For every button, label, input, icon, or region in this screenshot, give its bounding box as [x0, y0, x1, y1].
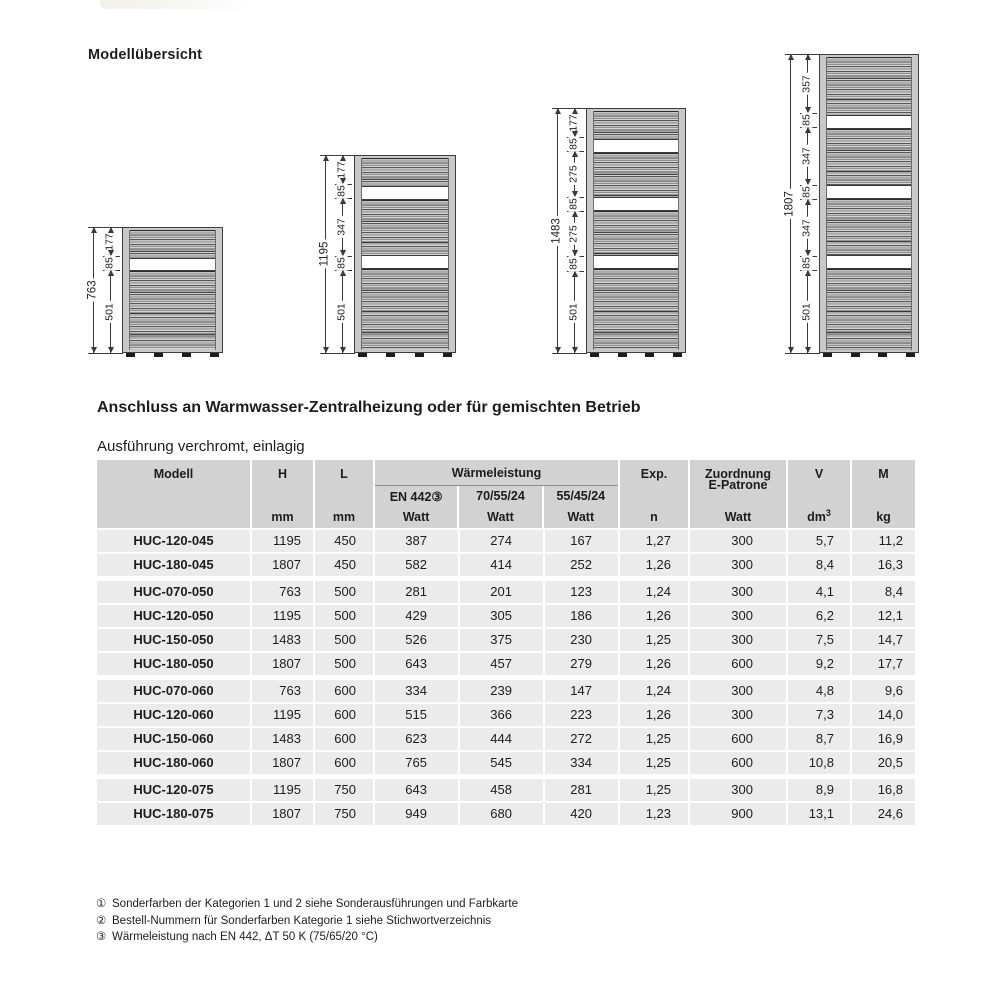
value-cell: 1483	[252, 728, 315, 750]
value-cell: 763	[252, 581, 315, 603]
table-row	[97, 752, 915, 774]
model-cell: HUC-070-050	[97, 581, 252, 603]
value-cell: 366	[460, 704, 545, 726]
value-cell: 600	[315, 704, 375, 726]
extension-line	[320, 353, 355, 354]
arrow-icon	[805, 270, 811, 276]
value-cell: 4,8	[788, 680, 852, 702]
value-cell: 11,2	[852, 530, 915, 552]
value-cell: 600	[315, 752, 375, 774]
towel-gap	[827, 255, 911, 269]
arrow-icon	[108, 270, 114, 276]
unit-dm3: $dm^3$	[807, 507, 831, 524]
page-title: Modellübersicht	[88, 47, 203, 63]
value-cell: 5,7	[788, 530, 852, 552]
value-cell: 281	[375, 581, 460, 603]
dim-section-label: 501	[335, 302, 348, 321]
value-cell: 375	[460, 629, 545, 651]
spec-table	[97, 460, 915, 827]
value-cell: 6,2	[788, 605, 852, 627]
value-cell: 300	[690, 581, 788, 603]
value-cell: 1,25	[620, 728, 690, 750]
arrow-icon	[323, 155, 329, 161]
arrow-icon	[108, 347, 114, 353]
dim-total-label: 1483	[550, 217, 563, 244]
value-cell: 545	[460, 752, 545, 774]
footnote-text: Wärmeleistung nach EN 442, ΔT 50 K (75/65/20 °C)	[112, 931, 378, 943]
model-cell: HUC-150-050	[97, 629, 252, 651]
value-cell: 515	[375, 704, 460, 726]
value-cell: 750	[315, 779, 375, 801]
foot-pad	[386, 353, 395, 357]
value-cell: 186	[545, 605, 620, 627]
value-cell: 300	[690, 704, 788, 726]
dim-total-label: 1807	[783, 190, 796, 217]
col-header-554524: 55/45/24 Watt	[556, 489, 606, 524]
cropped-top-artifact	[100, 0, 250, 9]
dim-section-label: 85	[800, 114, 813, 126]
value-cell: 500	[315, 653, 375, 675]
value-cell: 450	[315, 554, 375, 576]
model-cell: HUC-180-050	[97, 653, 252, 675]
value-cell: 1,26	[620, 653, 690, 675]
value-cell: 643	[375, 779, 460, 801]
arrow-icon	[340, 347, 346, 353]
arrow-icon	[572, 191, 578, 197]
value-cell: 305	[460, 605, 545, 627]
model-cell: HUC-180-045	[97, 554, 252, 576]
value-cell: 1195	[252, 779, 315, 801]
value-cell: 1,26	[620, 605, 690, 627]
arrow-icon	[91, 347, 97, 353]
value-cell: 274	[460, 530, 545, 552]
table-row	[97, 581, 915, 603]
value-cell: 252	[545, 554, 620, 576]
foot-pad	[154, 353, 163, 357]
foot-pad	[823, 353, 832, 357]
value-cell: 1807	[252, 803, 315, 825]
arrow-icon	[572, 211, 578, 217]
col-header-modell: Modell	[97, 460, 252, 528]
foot-pad	[851, 353, 860, 357]
table-row	[97, 530, 915, 552]
arrow-icon	[788, 54, 794, 60]
dim-total-label: 1195	[318, 241, 331, 267]
col-header-en442: EN 442③ Watt	[375, 486, 459, 528]
footnote-line	[96, 896, 518, 913]
footnote-line	[96, 913, 518, 930]
tube-group	[827, 57, 911, 115]
arrow-icon	[805, 127, 811, 133]
dim-section-label: 501	[800, 302, 813, 321]
value-cell: 600	[690, 653, 788, 675]
table-row	[97, 653, 915, 675]
arrow-icon	[108, 227, 114, 233]
value-cell: 1,24	[620, 680, 690, 702]
tube-group	[594, 153, 678, 197]
arrow-icon	[572, 271, 578, 277]
arrow-icon	[805, 250, 811, 256]
foot-pad	[358, 353, 367, 357]
footnote-text: Bestell-Nummern für Sonderfarben Kategorie 1 siehe Stichwortverzeichnis	[112, 914, 492, 927]
radiator-body	[819, 54, 919, 353]
value-cell: 14,7	[852, 629, 915, 651]
value-cell: 300	[690, 629, 788, 651]
value-cell: 500	[315, 581, 375, 603]
arrow-icon	[572, 151, 578, 157]
value-cell: 600	[315, 680, 375, 702]
arrow-icon	[572, 250, 578, 256]
col-header-h: H mm	[252, 460, 315, 528]
dim-section-label: 347	[800, 147, 813, 165]
value-cell: 1195	[252, 605, 315, 627]
tube-group	[130, 230, 215, 258]
footnote-line	[96, 929, 518, 946]
arrow-icon	[323, 347, 329, 353]
value-cell: 300	[690, 554, 788, 576]
towel-gap	[827, 185, 911, 199]
value-cell: 147	[545, 680, 620, 702]
tube-group	[827, 199, 911, 255]
value-cell: 1,23	[620, 803, 690, 825]
foot-pad	[645, 353, 654, 357]
unit-mm: mm	[271, 510, 294, 524]
value-cell: 272	[545, 728, 620, 750]
radiator-tubes	[361, 158, 449, 350]
dim-section-label: 357	[800, 74, 813, 93]
dim-section-label: 85	[103, 257, 116, 269]
unit-watt: Watt	[487, 510, 514, 524]
arrow-icon	[340, 270, 346, 276]
foot-pad	[443, 353, 452, 357]
dim-section-label: 347	[800, 218, 813, 237]
value-cell: 334	[545, 752, 620, 774]
dim-section-label: 85	[335, 185, 348, 197]
value-cell: 167	[545, 530, 620, 552]
foot-pad	[182, 353, 191, 357]
tube-group	[594, 269, 678, 349]
arrow-icon	[340, 198, 346, 204]
value-cell: 1807	[252, 554, 315, 576]
value-cell: 12,1	[852, 605, 915, 627]
value-cell: 9,2	[788, 653, 852, 675]
value-cell: 300	[690, 779, 788, 801]
unit-mm: mm	[332, 510, 356, 524]
radiator-feet	[587, 353, 685, 357]
radiator-tubes	[593, 111, 679, 350]
towel-gap	[827, 115, 911, 129]
dim-section-label: 275	[567, 224, 580, 243]
dim-section-label: 85	[567, 257, 580, 270]
value-cell: 17,7	[852, 653, 915, 675]
tube-group	[594, 111, 678, 139]
value-cell: 1807	[252, 752, 315, 774]
unit-watt: Watt	[402, 510, 430, 524]
radiator-feet	[820, 353, 918, 357]
value-cell: 7,3	[788, 704, 852, 726]
radiator-body	[586, 108, 686, 353]
radiator-body	[354, 155, 456, 353]
dim-section-label: 177	[103, 232, 116, 251]
model-cell: HUC-120-075	[97, 779, 252, 801]
col-header-v: V $dm^3$	[788, 460, 852, 528]
unit-n: n	[650, 510, 658, 524]
value-cell: 300	[690, 680, 788, 702]
value-cell: 1807	[252, 653, 315, 675]
value-cell: 4,1	[788, 581, 852, 603]
radiator-feet	[355, 353, 455, 357]
value-cell: 450	[315, 530, 375, 552]
value-cell: 1483	[252, 629, 315, 651]
extension-line	[88, 353, 123, 354]
footnote-marker: ②	[96, 914, 107, 927]
value-cell: 230	[545, 629, 620, 651]
model-cell: HUC-150-060	[97, 728, 252, 750]
radiator-feet	[123, 353, 222, 357]
value-cell: 7,5	[788, 629, 852, 651]
value-cell: 1,25	[620, 629, 690, 651]
col-header-zuordnung: Zuordnung E-Patrone Watt	[690, 460, 788, 528]
sub-heading: Ausführung verchromt, einlagig	[97, 438, 305, 455]
value-cell: 600	[315, 728, 375, 750]
value-cell: 387	[375, 530, 460, 552]
value-cell: 526	[375, 629, 460, 651]
value-cell: 16,3	[852, 554, 915, 576]
footnotes	[96, 896, 518, 946]
model-cell: HUC-120-050	[97, 605, 252, 627]
radiator-figure-1195	[318, 155, 456, 359]
table-body	[97, 530, 915, 825]
arrow-icon	[805, 179, 811, 185]
value-cell: 750	[315, 803, 375, 825]
arrow-icon	[91, 227, 97, 233]
value-cell: 281	[545, 779, 620, 801]
value-cell: 16,9	[852, 728, 915, 750]
towel-gap	[594, 255, 678, 269]
col-header-705524: 70/55/24 Watt	[459, 486, 543, 528]
unit-watt: Watt	[567, 510, 595, 524]
value-cell: 600	[690, 752, 788, 774]
value-cell: 1,25	[620, 752, 690, 774]
dim-section-label: 85	[567, 198, 580, 210]
dim-section-label: 85	[800, 257, 813, 269]
value-cell: 582	[375, 554, 460, 576]
tube-group	[594, 211, 678, 255]
towel-gap	[130, 258, 215, 271]
value-cell: 623	[375, 728, 460, 750]
value-cell: 16,8	[852, 779, 915, 801]
value-cell: 458	[460, 779, 545, 801]
table-row	[97, 680, 915, 702]
dim-section-label: 501	[567, 303, 580, 321]
value-cell: 13,1	[788, 803, 852, 825]
arrow-icon	[572, 108, 578, 114]
radiator-body	[122, 227, 223, 353]
arrow-icon	[555, 347, 561, 353]
radiator-tubes	[129, 230, 216, 350]
dim-total-label: 763	[86, 280, 99, 300]
col-header-l: L mm	[315, 460, 375, 528]
value-cell: 8,9	[788, 779, 852, 801]
foot-pad	[415, 353, 424, 357]
arrow-icon	[340, 178, 346, 184]
tube-group	[130, 271, 215, 349]
value-cell: 900	[690, 803, 788, 825]
arrow-icon	[805, 107, 811, 113]
model-cell: HUC-180-075	[97, 803, 252, 825]
radiator-figure-1807	[783, 54, 919, 359]
col-header-m: M kg	[852, 460, 915, 528]
value-cell: 10,8	[788, 752, 852, 774]
tube-group	[827, 269, 911, 350]
value-cell: 1,26	[620, 704, 690, 726]
model-cell: HUC-180-060	[97, 752, 252, 774]
value-cell: 9,6	[852, 680, 915, 702]
radiator-figure-763	[86, 227, 223, 359]
waermeleistung-banner: Wärmeleistung	[375, 460, 618, 486]
value-cell: 414	[460, 554, 545, 576]
value-cell: 123	[545, 581, 620, 603]
arrow-icon	[340, 155, 346, 161]
arrow-icon	[555, 108, 561, 114]
unit-watt: Watt	[724, 510, 752, 524]
value-cell: 600	[690, 728, 788, 750]
value-cell: 201	[460, 581, 545, 603]
arrow-icon	[788, 347, 794, 353]
dim-section-label: 501	[103, 302, 116, 321]
value-cell: 1195	[252, 530, 315, 552]
value-cell: 429	[375, 605, 460, 627]
value-cell: 420	[545, 803, 620, 825]
value-cell: 457	[460, 653, 545, 675]
foot-pad	[590, 353, 599, 357]
value-cell: 20,5	[852, 752, 915, 774]
footnote-marker: ③	[96, 931, 107, 943]
radiator-tubes	[826, 57, 912, 350]
footnote-text: Sonderfarben der Kategorien 1 und 2 siehe Sonderausführungen und Farbkarte	[112, 898, 518, 910]
foot-pad	[673, 353, 682, 357]
value-cell: 1,27	[620, 530, 690, 552]
table-row	[97, 554, 915, 576]
tube-group	[362, 269, 448, 349]
towel-gap	[594, 197, 678, 211]
dim-section-label: 85	[800, 186, 813, 198]
value-cell: 949	[375, 803, 460, 825]
value-cell: 643	[375, 653, 460, 675]
arrow-icon	[572, 347, 578, 353]
dim-section-label: 177	[335, 160, 348, 179]
extension-line	[785, 353, 820, 354]
value-cell: 279	[545, 653, 620, 675]
table-row	[97, 704, 915, 726]
value-cell: 1,24	[620, 581, 690, 603]
value-cell: 223	[545, 704, 620, 726]
table-row	[97, 803, 915, 825]
tube-group	[362, 158, 448, 186]
col-header-exp: Exp. n	[620, 460, 690, 528]
table-row	[97, 779, 915, 801]
value-cell: 763	[252, 680, 315, 702]
col-group-waermeleistung	[375, 460, 620, 528]
table-header	[97, 460, 915, 528]
value-cell: 1195	[252, 704, 315, 726]
unit-kg: kg	[876, 510, 891, 524]
arrow-icon	[805, 347, 811, 353]
value-cell: 239	[460, 680, 545, 702]
arrow-icon	[340, 250, 346, 256]
value-cell: 500	[315, 629, 375, 651]
dim-section-label: 275	[567, 165, 580, 183]
model-cell: HUC-120-045	[97, 530, 252, 552]
footnote-marker: ①	[96, 898, 107, 910]
extension-line	[552, 353, 587, 354]
value-cell: 8,7	[788, 728, 852, 750]
table-row	[97, 605, 915, 627]
dim-section-label: 177	[567, 113, 580, 132]
value-cell: 1,26	[620, 554, 690, 576]
value-cell: 444	[460, 728, 545, 750]
value-cell: 300	[690, 530, 788, 552]
value-cell: 24,6	[852, 803, 915, 825]
model-cell: HUC-120-060	[97, 704, 252, 726]
towel-gap	[362, 186, 448, 200]
table-row	[97, 629, 915, 651]
value-cell: 334	[375, 680, 460, 702]
value-cell: 14,0	[852, 704, 915, 726]
foot-pad	[618, 353, 627, 357]
value-cell: 8,4	[852, 581, 915, 603]
towel-gap	[362, 255, 448, 269]
value-cell: 300	[690, 605, 788, 627]
value-cell: 680	[460, 803, 545, 825]
dim-section-label: 85	[335, 257, 348, 269]
model-cell: HUC-070-060	[97, 680, 252, 702]
value-cell: 1,25	[620, 779, 690, 801]
arrow-icon	[108, 250, 114, 256]
towel-gap	[594, 139, 678, 153]
dim-section-label: 347	[335, 218, 348, 236]
radiator-figure-1483	[550, 108, 686, 359]
value-cell: 765	[375, 752, 460, 774]
foot-pad	[126, 353, 135, 357]
foot-pad	[878, 353, 887, 357]
foot-pad	[906, 353, 915, 357]
tube-group	[827, 129, 911, 185]
arrow-icon	[805, 54, 811, 60]
value-cell: 8,4	[788, 554, 852, 576]
dim-section-label: 85	[567, 138, 580, 150]
arrow-icon	[572, 131, 578, 137]
e-patrone-label: E-Patrone	[708, 478, 768, 492]
table-row	[97, 728, 915, 750]
foot-pad	[210, 353, 219, 357]
section-heading: Anschluss an Warmwasser-Zentralheizung oder für gemischten Betrieb	[97, 399, 641, 416]
tube-group	[362, 200, 448, 255]
value-cell: 500	[315, 605, 375, 627]
arrow-icon	[805, 199, 811, 205]
